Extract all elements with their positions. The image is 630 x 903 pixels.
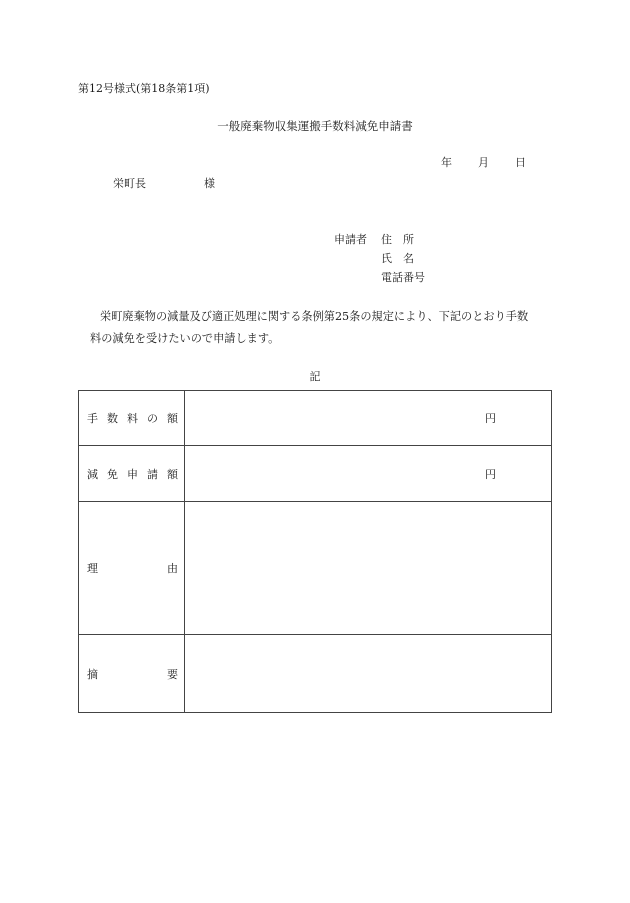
body-line-2: 料の減免を受けたいので申請します。 xyxy=(90,332,280,345)
date-year-label: 年 xyxy=(441,156,452,169)
body-line-1: 栄町廃棄物の減量及び適正処理に関する条例第25条の規定により、下記のとおり手数 xyxy=(100,310,529,323)
fee-amount-char: 額 xyxy=(167,412,178,425)
reason-char: 理 xyxy=(87,562,98,575)
applicant-name-label: 氏 名 xyxy=(381,252,414,265)
body-text xyxy=(78,306,558,350)
fee-amount-value[interactable] xyxy=(185,391,552,446)
addressee-name: 栄町長 xyxy=(113,177,146,190)
applicant-label: 申請者 xyxy=(334,233,367,246)
reduction-amount-char: 減 xyxy=(87,467,98,481)
form-number: 第12号様式(第18条第1項) xyxy=(78,82,210,95)
reduction-amount-char: 申 xyxy=(127,467,138,481)
record-table xyxy=(78,390,552,713)
fee-amount-row xyxy=(79,391,552,446)
fee-amount-char: 料 xyxy=(127,412,138,425)
fee-amount-unit: 円 xyxy=(485,412,496,425)
ki-heading: 記 xyxy=(309,370,321,383)
addressee-honorific: 様 xyxy=(204,177,215,190)
fee-amount-label xyxy=(79,391,185,446)
applicant-phone-label: 電話番号 xyxy=(381,271,425,284)
summary-value[interactable] xyxy=(185,635,552,713)
summary-label xyxy=(79,635,185,713)
applicant-block xyxy=(334,230,425,287)
reason-label xyxy=(79,502,185,635)
summary-char: 要 xyxy=(167,667,178,681)
applicant-address-label: 住 所 xyxy=(381,233,414,246)
reduction-amount-char: 額 xyxy=(167,467,178,481)
reason-value[interactable] xyxy=(185,502,552,635)
document-title: 一般廃棄物収集運搬手数料減免申請書 xyxy=(217,119,413,133)
summary-char: 摘 xyxy=(87,667,98,681)
reduction-amount-char: 請 xyxy=(147,467,158,481)
reduction-amount-unit: 円 xyxy=(485,467,496,481)
reduction-amount-char: 免 xyxy=(107,467,118,481)
addressee xyxy=(113,175,215,191)
date-month-label: 月 xyxy=(478,156,489,169)
reduction-amount-label xyxy=(79,446,185,502)
summary-row xyxy=(79,635,552,713)
reason-char: 由 xyxy=(167,562,178,575)
fee-amount-char: 数 xyxy=(107,412,118,425)
reduction-amount-row xyxy=(79,446,552,502)
date-day-label: 日 xyxy=(515,156,526,169)
reason-row xyxy=(79,502,552,635)
fee-amount-char: の xyxy=(147,412,158,425)
reduction-amount-value[interactable] xyxy=(185,446,552,502)
fee-amount-char: 手 xyxy=(87,412,98,425)
date-line xyxy=(441,154,526,170)
